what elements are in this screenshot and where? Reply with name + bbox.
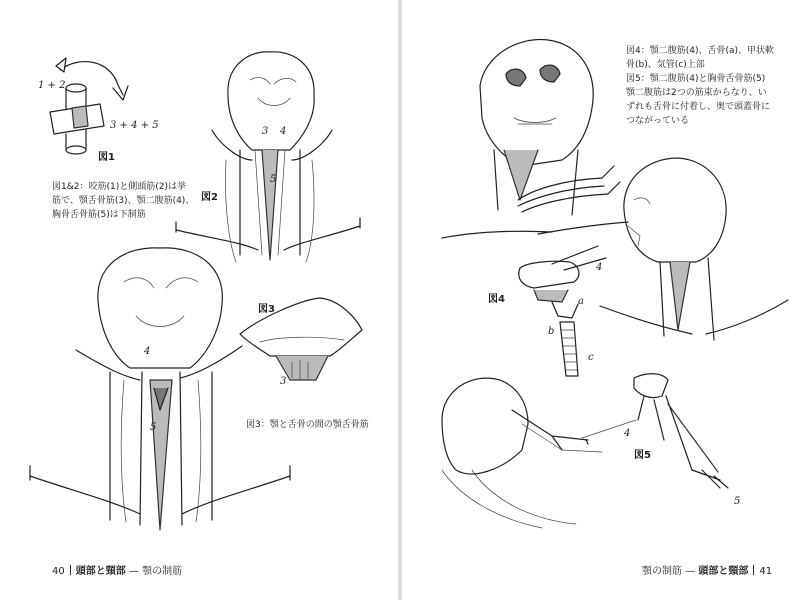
- fig4-label-c: c: [588, 352, 594, 363]
- fig2-number-3: 3: [262, 126, 269, 137]
- right-page: [402, 0, 800, 600]
- left-footer-dash: —: [128, 566, 139, 577]
- caption-fig4-5-line5: ずれも舌骨に付着し、奥で頭蓋骨に: [626, 102, 771, 112]
- caption-fig1-2-line3: 胸骨舌骨筋(5)は下制筋: [52, 210, 146, 220]
- fig4-label-a: a: [578, 296, 584, 307]
- figure3-label: 図3: [258, 304, 275, 315]
- fig1-arrow-label-side: 3 + 4 + 5: [110, 120, 159, 131]
- figure3-caption: 図3：顎と舌骨の間の顎舌骨筋: [246, 420, 369, 430]
- left-footer-section: 頭部と頸部: [75, 566, 126, 577]
- left-page: [0, 0, 398, 600]
- left-page-number: 40: [52, 566, 65, 577]
- big-figure-drawing: [30, 248, 290, 530]
- figure5-drawing: [442, 374, 728, 528]
- figure2-label: 図2: [201, 192, 218, 203]
- caption-fig4-5-line6: つながっている: [626, 116, 690, 126]
- figure4-label: 図4: [488, 294, 505, 305]
- caption-fig4-5-line4: 顎二腹筋は2つの筋束からなり、い: [626, 88, 767, 98]
- fig2-number-4: 4: [280, 126, 287, 137]
- caption-fig4-5: [626, 44, 774, 128]
- figure2-drawing: [176, 52, 360, 262]
- big-figure-number-4: 4: [144, 346, 151, 357]
- figure1-label: 図1: [98, 152, 115, 163]
- fig1-arrow-label-top: 1 + 2: [38, 80, 66, 91]
- caption-fig1-2-line1: 図1&2：咬筋(1)と側頭筋(2)は挙: [52, 182, 186, 192]
- footer-separator: [753, 565, 754, 575]
- fig5-number-4: 4: [624, 428, 631, 439]
- right-page-number: 41: [759, 566, 773, 577]
- fig4-number-4: 4: [596, 262, 603, 273]
- big-figure-number-5: 5: [150, 422, 157, 433]
- side-head-drawing: [600, 158, 788, 340]
- footer-separator: [70, 565, 71, 575]
- right-footer-topic: 顎の制筋: [642, 566, 682, 577]
- fig5-number-5: 5: [734, 496, 741, 507]
- caption-fig4-5-line2: 骨(b)、気管(c)上部: [626, 60, 705, 70]
- caption-fig1-2: [52, 180, 194, 222]
- right-footer-section: 頭部と頸部: [698, 566, 749, 577]
- caption-fig4-5-line1: 図4：顎二腹筋(4)、舌骨(a)、甲状軟: [626, 46, 775, 56]
- right-footer-dash: —: [685, 566, 696, 577]
- figure5-label: 図5: [634, 450, 651, 461]
- caption-fig1-2-line2: 筋で、顎舌骨筋(3)、顎二腹筋(4)、: [52, 196, 195, 206]
- skull-neck-drawing: [442, 39, 628, 238]
- fig4-label-b: b: [548, 326, 555, 337]
- left-footer-topic: 顎の制筋: [142, 566, 183, 577]
- fig2-number-5: 5: [270, 174, 277, 185]
- left-footer: [52, 562, 182, 577]
- right-footer: [642, 562, 772, 577]
- caption-fig4-5-line3: 図5：顎二腹筋(4)と胸骨舌骨筋(5): [626, 74, 766, 84]
- figure1-diagram: [50, 58, 128, 154]
- fig3-number-3: 3: [280, 376, 287, 387]
